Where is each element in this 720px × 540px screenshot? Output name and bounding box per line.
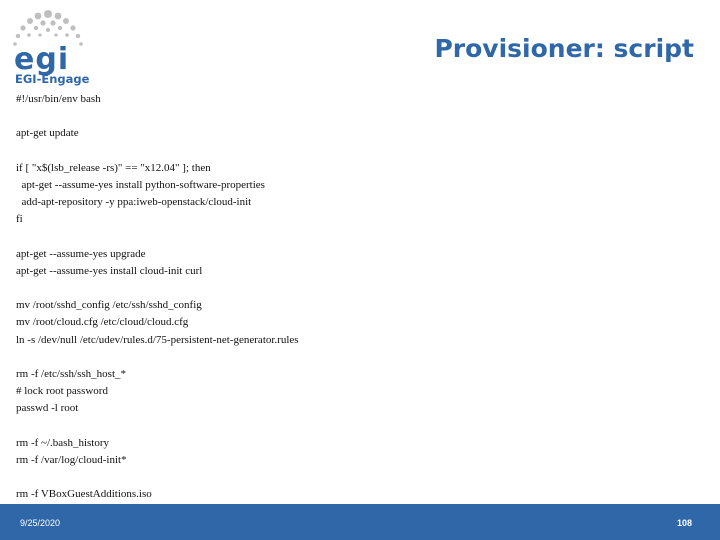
script-line: #!/usr/bin/env bash <box>16 93 101 105</box>
script-listing <box>16 91 706 504</box>
script-line: rm -f /etc/ssh/ssh_host_* <box>16 368 126 380</box>
script-line <box>16 143 706 160</box>
slide-title: Provisioner: script <box>434 34 694 63</box>
script-line: apt-get --assume-yes upgrade <box>16 247 146 260</box>
logo-subtitle: EGI-Engage <box>15 72 90 86</box>
script-line <box>16 469 706 486</box>
script-line: apt-get --assume-yes install python-software-properties <box>16 178 265 191</box>
script-line: ln -s /dev/null /etc/udev/rules.d/75-persistent-net-generator.rules <box>16 333 299 346</box>
script-line: rm -f ~/.bash_history <box>16 436 110 449</box>
footer-date: 9/25/2020 <box>20 518 61 528</box>
page-number: 108 <box>676 518 692 528</box>
script-line <box>16 108 706 125</box>
script-line <box>16 229 706 246</box>
script-line <box>16 349 706 366</box>
script-line: if [ "x$(lsb_release -rs)" == "x12.04" ]; then <box>16 161 211 174</box>
script-line <box>16 418 706 435</box>
script-line: mv /root/sshd_config /etc/ssh/sshd_config <box>16 299 202 312</box>
script-line: add-apt-repository -y ppa:iweb-openstack/cloud-init <box>16 196 252 209</box>
script-line: fi <box>16 213 23 226</box>
script-line: apt-get --assume-yes install cloud-init curl <box>16 264 203 277</box>
script-line: apt-get update <box>16 127 79 140</box>
logo-wordmark: egi <box>14 42 70 77</box>
script-line: mv /root/cloud.cfg /etc/cloud/cloud.cfg <box>16 316 189 329</box>
footer-bar <box>0 504 720 540</box>
script-line: rm -f /var/log/cloud-init* <box>16 453 127 466</box>
script-line: passwd -l root <box>16 402 79 415</box>
script-line <box>16 280 706 297</box>
script-line: # lock root password <box>16 385 108 398</box>
script-line: rm -f VBoxGuestAdditions.iso <box>16 488 152 501</box>
